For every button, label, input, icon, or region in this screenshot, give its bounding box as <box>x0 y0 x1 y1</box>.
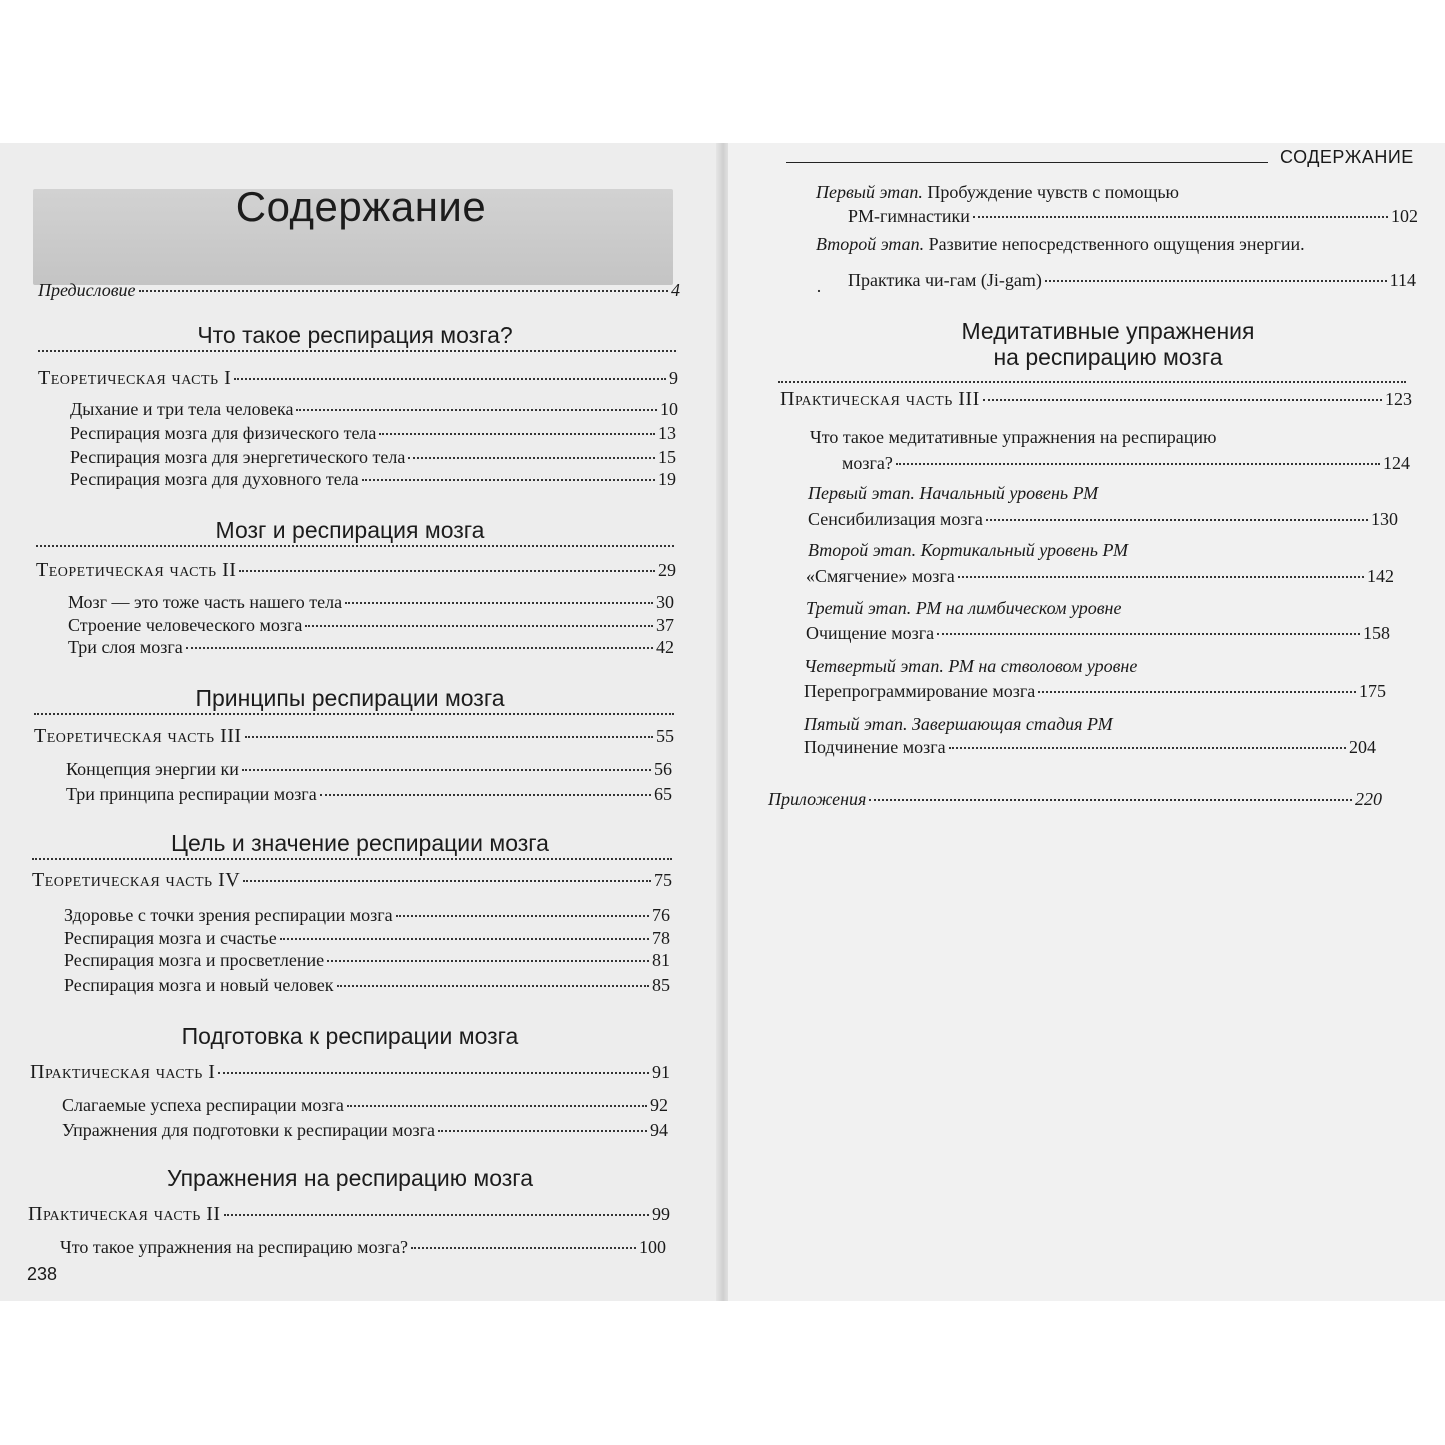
section-rule <box>778 381 1406 383</box>
toc-entry: мозга? 124 <box>842 453 1410 473</box>
toc-entry: Строение человеческого мозга 37 <box>68 615 674 635</box>
toc-entry: Мозг — это тоже часть нашего тела 30 <box>68 592 674 612</box>
toc-stage-subtitle: Второй этап. Кортикальный уровень РМ <box>808 540 1129 560</box>
toc-entry: Здоровье с точки зрения респирации мозга 76 <box>64 905 670 925</box>
toc-part: Теоретическая часть III 55 <box>34 725 674 747</box>
toc-part: Практическая часть III 123 <box>780 388 1412 410</box>
toc-entry: Слагаемые успеха респирации мозга 92 <box>62 1095 668 1115</box>
section-rule <box>34 713 674 715</box>
toc-entry-preface: Предисловие 4 <box>38 280 680 300</box>
section-heading: Принципы респирации мозга <box>195 685 505 711</box>
toc-entry-appendix: Приложения 220 <box>768 789 1382 809</box>
toc-part: Теоретическая часть II 29 <box>36 559 676 581</box>
toc-part: Теоретическая часть I 9 <box>38 367 678 389</box>
toc-entry: Дыхание и три тела человека 10 <box>70 399 678 419</box>
running-head-rule <box>786 162 1268 163</box>
left-page <box>0 143 722 1301</box>
toc-entry: Что такое упражнения на респирацию мозга? 100 <box>60 1237 666 1257</box>
toc-entry: Очищение мозга 158 <box>806 623 1390 643</box>
toc-stage-subtitle: Третий этап. РМ на лимбическом уровне <box>806 598 1122 618</box>
section-rule <box>32 858 672 860</box>
toc-entry: РМ-гимнастики 102 <box>848 206 1418 226</box>
toc-part: Теоретическая часть IV 75 <box>32 869 672 891</box>
toc-entry: Упражнения для подготовки к респирации мозга 94 <box>62 1120 668 1140</box>
toc-entry-line: Первый этап. Пробуждение чувств с помощью <box>816 182 1179 202</box>
toc-stage-subtitle: Четвертый этап. РМ на стволовом уровне <box>804 656 1138 676</box>
toc-entry: Перепрограммирование мозга 175 <box>804 681 1386 701</box>
right-page <box>728 143 1445 1301</box>
toc-entry: Респирация мозга для духовного тела 19 <box>70 469 676 489</box>
stray-mark: · <box>816 281 822 301</box>
toc-entry: Респирация мозга и просветление 81 <box>64 950 670 970</box>
section-heading: Упражнения на респирацию мозга <box>167 1165 533 1191</box>
running-head: СОДЕРЖАНИЕ <box>1280 147 1414 167</box>
section-heading: Цель и значение респирации мозга <box>171 830 549 856</box>
toc-entry: Три принципа респирации мозга 65 <box>66 784 672 804</box>
toc-entry: Респирация мозга для энергетического тела 15 <box>70 447 676 467</box>
section-rule <box>38 350 676 352</box>
section-heading: Мозг и респирация мозга <box>215 517 485 543</box>
toc-entry: Респирация мозга для физического тела 13 <box>70 423 676 443</box>
toc-entry: Практика чи-гам (Ji-gam) 114 <box>848 270 1416 290</box>
section-heading: Подготовка к респирации мозга <box>181 1023 519 1049</box>
toc-entry: Респирация мозга и новый человек 85 <box>64 975 670 995</box>
toc-entry-line: Что такое медитативные упражнения на респирацию <box>810 427 1217 447</box>
toc-entry-line: Второй этап. Развитие непосредственного ощущения энергии. <box>816 234 1305 254</box>
toc-entry: Респирация мозга и счастье 78 <box>64 928 670 948</box>
toc-entry: Три слоя мозга 42 <box>68 637 674 657</box>
toc-part: Практическая часть II 99 <box>28 1203 670 1225</box>
section-heading: Что такое респирация мозга? <box>197 322 513 348</box>
toc-entry: Сенсибилизация мозга 130 <box>808 509 1398 529</box>
section-rule <box>36 545 674 547</box>
page-title: Содержание <box>235 183 487 230</box>
toc-stage-subtitle: Пятый этап. Завершающая стадия РМ <box>804 714 1113 734</box>
page-number: 238 <box>27 1264 58 1284</box>
toc-entry: Подчинение мозга 204 <box>804 737 1376 757</box>
section-heading: Медитативные упражнения на респирацию мозга <box>961 318 1255 370</box>
toc-entry: «Смягчение» мозга 142 <box>806 566 1394 586</box>
toc-entry: Концепция энергии ки 56 <box>66 759 672 779</box>
toc-stage-subtitle: Первый этап. Начальный уровень РМ <box>808 483 1099 503</box>
toc-part: Практическая часть I 91 <box>30 1061 670 1083</box>
